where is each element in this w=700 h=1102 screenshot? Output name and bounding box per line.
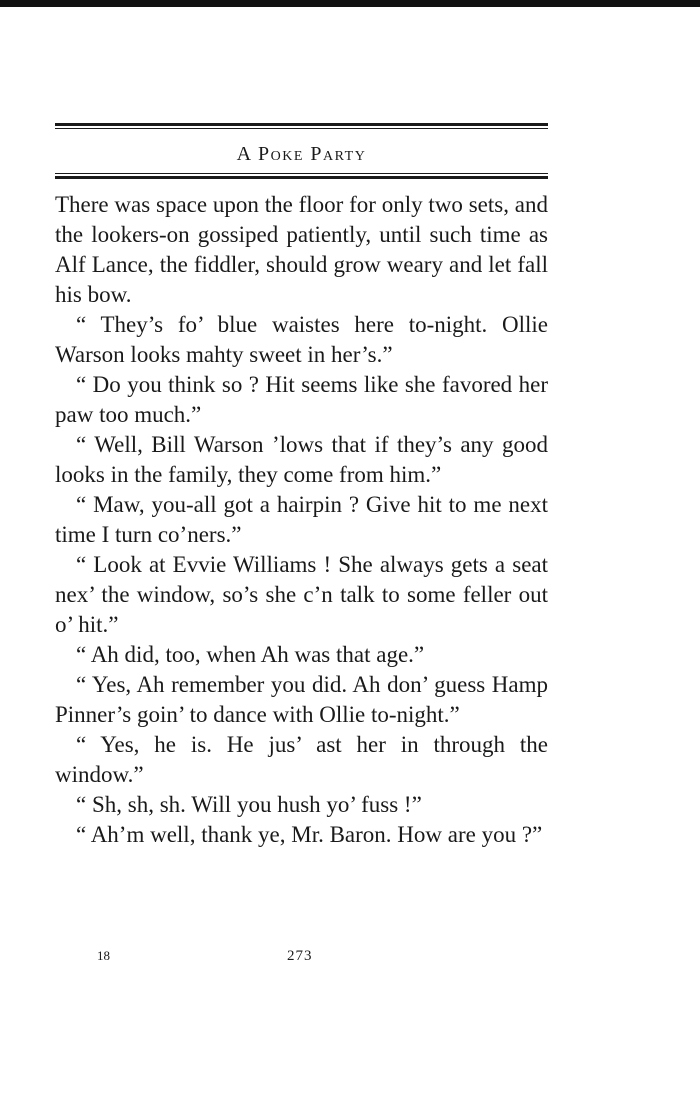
running-title: A Poke Party bbox=[236, 143, 367, 165]
header-rule-top bbox=[55, 123, 548, 129]
paragraph: “ Do you think so ? Hit seems like she favored her paw too much.” bbox=[55, 372, 548, 427]
paragraph: “ Ah did, too, when Ah was that age.” bbox=[76, 642, 425, 667]
paragraph: “ Yes, he is. He jus’ ast her in through the window.” bbox=[55, 732, 548, 787]
paragraph: There was space upon the floor for only two sets, and the lookers-on gossiped patiently, until such time as Alf Lance, the fiddler, should grow weary and let fall his bow. bbox=[55, 192, 548, 307]
paragraph: “ They’s fo’ blue waistes here to-night. Ollie Warson looks mahty sweet in her’s.” bbox=[55, 312, 548, 367]
signature-mark: 18 bbox=[97, 948, 110, 963]
paragraph: “ Maw, you-all got a hairpin ? Give hit to me next time I turn co’ners.” bbox=[55, 492, 548, 547]
page-top-border bbox=[0, 0, 700, 7]
header-rule-bottom bbox=[55, 173, 548, 179]
page-number: 273 bbox=[287, 948, 313, 964]
page-body-text bbox=[55, 190, 548, 850]
paragraph: “ Well, Bill Warson ’lows that if they’s any good looks in the family, they come from him.” bbox=[55, 432, 548, 487]
paragraph: “ Look at Evvie Williams ! She always gets a seat nex’ the window, so’s she c’n talk to some feller out o’ hit.” bbox=[55, 552, 548, 637]
paragraph: “ Ah’m well, thank ye, Mr. Baron. How are you ?” bbox=[76, 822, 543, 847]
paragraph: “ Sh, sh, sh. Will you hush yo’ fuss !” bbox=[76, 792, 422, 817]
paragraph: “ Yes, Ah remember you did. Ah don’ guess Hamp Pinner’s goin’ to dance with Ollie to-night.” bbox=[55, 672, 548, 727]
